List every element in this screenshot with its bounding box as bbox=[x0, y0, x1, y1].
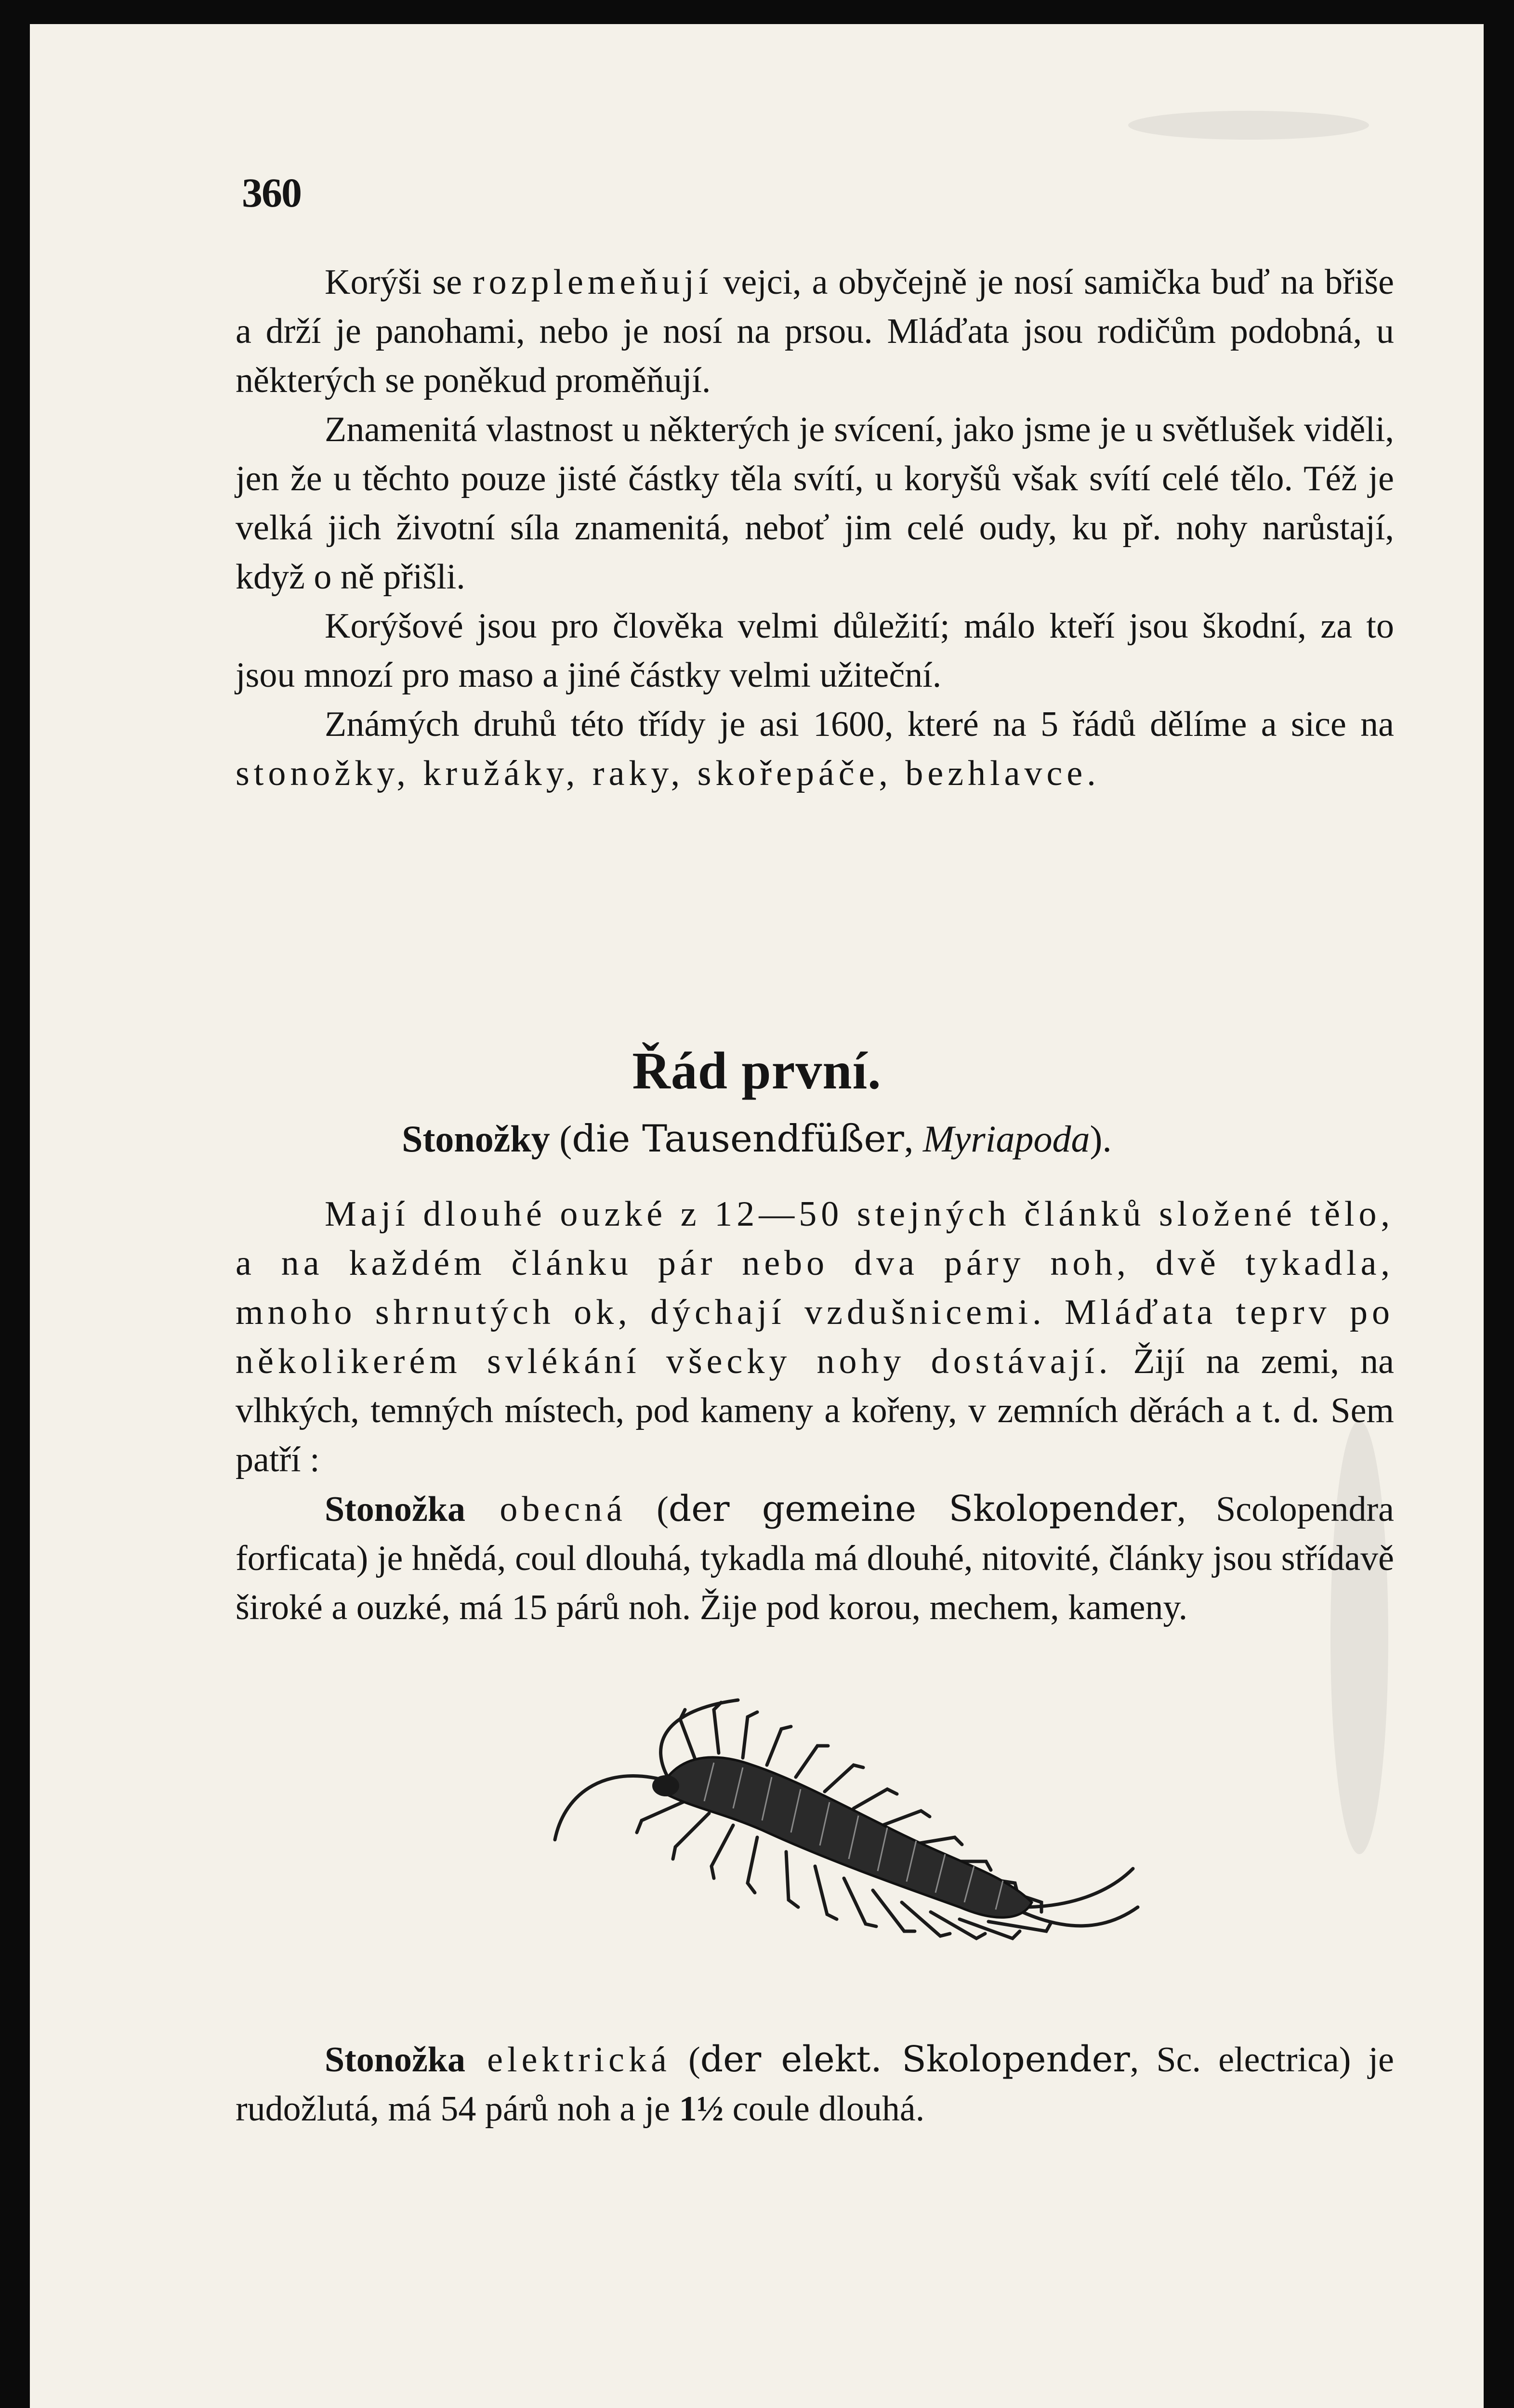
intro-text bbox=[236, 258, 1394, 798]
book-page bbox=[30, 24, 1484, 2408]
paragraph-classification: Známých druhů této třídy je asi 1600, které na 5 řádů dělíme a sice na stonožky, kružáky, raky, skořepáče, bezhlavce. bbox=[236, 705, 1394, 793]
paragraph-description: Mají dlouhé ouzké z 12—50 stejných článků složené tělo, a na každém článku pár nebo dva páry noh, dvě tykadla, mnoho shrnutých ok, dýchají vzdušnicemi. Mláďata teprv po několikerém svlékání všecky nohy dostávají. Žijí na zemi, na vlhkých, temných místech, pod kameny a kořeny, v zemních děrách a t. d. Sem patří : bbox=[236, 1194, 1394, 1479]
paragraph-reproduction: Korýši se rozplemeňují vejci, a obyčejně je nosí samička buď na břiše a drží je panohami, nebo je nosí na prsou. Mláďata jsou rodičům podobná, u některých se poněkud proměňují. bbox=[236, 262, 1394, 400]
paragraph-luminescence: Znamenitá vlastnost u některých je svícení, jako jsme je u světlušek viděli, jen že u těchto pouze jisté částky těla svítí, u koryšů však svítí celé tělo. Též je velká jich životní síla znamenitá, neboť jim celé oudy, ku př. nohy narůstají, když o ně přišli. bbox=[236, 410, 1394, 597]
paragraph-electric-centipede: Stonožka elektrická (der elekt. Skolopender, Sc. electrica) je rudožlutá, má 54 párů noh a je 1½ coule dlouhá. bbox=[236, 2039, 1394, 2129]
description-text bbox=[236, 1190, 1394, 1632]
order-heading: Řád první. bbox=[632, 1041, 882, 1100]
centipede-illustration bbox=[512, 1681, 1210, 1999]
paragraph-common-centipede: Stonožka obecná (der gemeine Skolopender, Scolopendra forficata) je hnědá, coul dlouhá, tykadla má dlouhé, nitovité, články jsou střídavě široké a ouzké, má 15 párů noh. Žije pod korou, mechem, kameny. bbox=[236, 1488, 1394, 1627]
paragraph-importance: Korýšové jsou pro člověka velmi důležití; málo kteří jsou škodní, za to jsou mnozí pro maso a jiné částky velmi užiteční. bbox=[236, 606, 1394, 695]
closing-text bbox=[236, 2035, 1394, 2133]
page-number: 360 bbox=[242, 170, 301, 216]
order-subheading: Stonožky (die Tausendfüßer, Myriapoda). bbox=[402, 1117, 1112, 1161]
